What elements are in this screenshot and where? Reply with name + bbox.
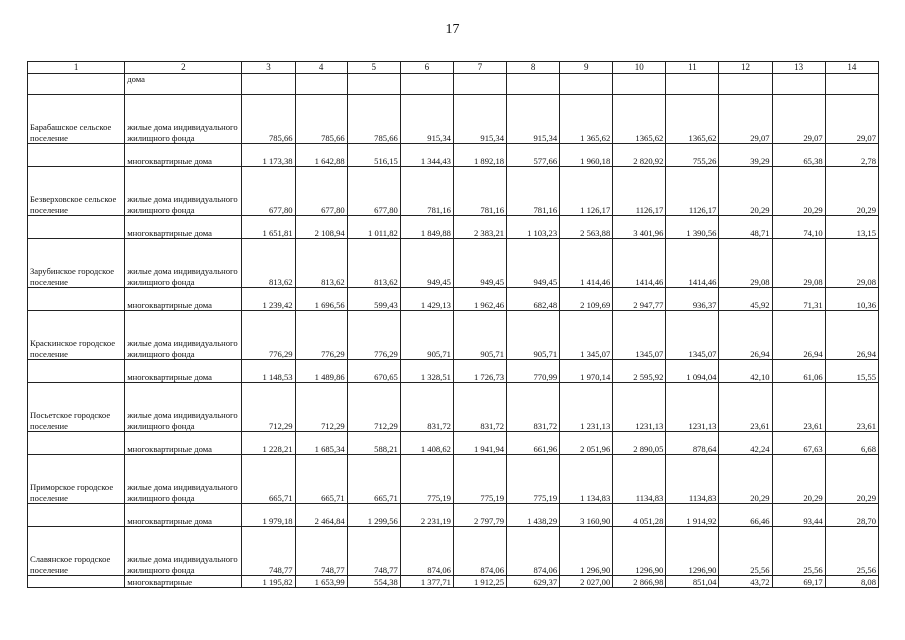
- value-cell: 2 383,21: [453, 216, 506, 239]
- value-cell: 1 231,13: [560, 383, 613, 432]
- table-row: [28, 144, 879, 167]
- value-cell: 20,29: [719, 455, 772, 504]
- value-cell: 516,15: [347, 144, 400, 167]
- value-cell: 48,71: [719, 216, 772, 239]
- value-cell: 2 464,84: [295, 504, 347, 527]
- column-header: 7: [453, 62, 506, 74]
- value-cell: 813,62: [347, 239, 400, 288]
- column-header: 8: [507, 62, 560, 74]
- value-cell: 677,80: [242, 167, 295, 216]
- value-cell: [613, 74, 666, 95]
- value-cell: 748,77: [347, 527, 400, 576]
- value-cell: 1414,46: [613, 239, 666, 288]
- value-cell: 1365,62: [613, 95, 666, 144]
- value-cell: 1 408,62: [400, 432, 453, 455]
- value-cell: 874,06: [507, 527, 560, 576]
- value-cell: 1 365,62: [560, 95, 613, 144]
- settlement-name: Краскинское городское поселение: [28, 311, 125, 360]
- value-cell: [666, 74, 719, 95]
- value-cell: 1 979,18: [242, 504, 295, 527]
- value-cell: 781,16: [507, 167, 560, 216]
- value-cell: 2 890,05: [613, 432, 666, 455]
- value-cell: 71,31: [772, 288, 825, 311]
- value-cell: 874,06: [400, 527, 453, 576]
- value-cell: 1 892,18: [453, 144, 506, 167]
- value-cell: 1 173,38: [242, 144, 295, 167]
- value-cell: 1134,83: [613, 455, 666, 504]
- column-header: 2: [125, 62, 242, 74]
- value-cell: 45,92: [719, 288, 772, 311]
- value-cell: 831,72: [453, 383, 506, 432]
- value-cell: 1296,90: [613, 527, 666, 576]
- settlement-cell: [28, 432, 125, 455]
- table-row: [28, 432, 879, 455]
- value-cell: 65,38: [772, 144, 825, 167]
- value-cell: 776,29: [295, 311, 347, 360]
- value-cell: 1414,46: [666, 239, 719, 288]
- table-row: [28, 239, 879, 288]
- value-cell: 1 912,25: [453, 576, 506, 588]
- value-cell: 775,19: [453, 455, 506, 504]
- value-cell: 712,29: [242, 383, 295, 432]
- value-cell: 1 685,34: [295, 432, 347, 455]
- value-cell: 1 228,21: [242, 432, 295, 455]
- value-cell: 2 947,77: [613, 288, 666, 311]
- value-cell: 1 390,56: [666, 216, 719, 239]
- housing-type-cell: жилые дома индивидуального жилищного фонда: [125, 527, 242, 576]
- settlement-name: Зарубинское городское поселение: [28, 239, 125, 288]
- column-header: 6: [400, 62, 453, 74]
- value-cell: 26,94: [719, 311, 772, 360]
- value-cell: 2 108,94: [295, 216, 347, 239]
- value-cell: [453, 74, 506, 95]
- value-cell: 2 797,79: [453, 504, 506, 527]
- value-cell: 1 296,90: [560, 527, 613, 576]
- value-cell: 1 377,71: [400, 576, 453, 588]
- value-cell: 1 653,99: [295, 576, 347, 588]
- value-cell: 20,29: [772, 455, 825, 504]
- value-cell: 29,07: [772, 95, 825, 144]
- column-header: 11: [666, 62, 719, 74]
- column-header: 4: [295, 62, 347, 74]
- value-cell: 42,24: [719, 432, 772, 455]
- value-cell: 66,46: [719, 504, 772, 527]
- value-cell: 781,16: [400, 167, 453, 216]
- value-cell: 712,29: [347, 383, 400, 432]
- value-cell: 831,72: [507, 383, 560, 432]
- table-row: [28, 527, 879, 576]
- value-cell: 1 299,56: [347, 504, 400, 527]
- value-cell: 905,71: [400, 311, 453, 360]
- value-cell: 26,94: [772, 311, 825, 360]
- value-cell: 1 103,23: [507, 216, 560, 239]
- value-cell: 3 160,90: [560, 504, 613, 527]
- value-cell: 2 109,69: [560, 288, 613, 311]
- value-cell: 665,71: [295, 455, 347, 504]
- value-cell: 554,38: [347, 576, 400, 588]
- value-cell: 1 960,18: [560, 144, 613, 167]
- table-row: [28, 576, 879, 588]
- settlement-cell: [28, 360, 125, 383]
- value-cell: 10,36: [825, 288, 878, 311]
- value-cell: 878,64: [666, 432, 719, 455]
- table-row: [28, 95, 879, 144]
- value-cell: 1 489,86: [295, 360, 347, 383]
- value-cell: 831,72: [400, 383, 453, 432]
- value-cell: 1 414,46: [560, 239, 613, 288]
- page-number: 17: [445, 22, 460, 37]
- value-cell: 1134,83: [666, 455, 719, 504]
- column-header: 3: [242, 62, 295, 74]
- value-cell: 677,80: [347, 167, 400, 216]
- column-header: 5: [347, 62, 400, 74]
- value-cell: 29,07: [825, 95, 878, 144]
- value-cell: 29,07: [719, 95, 772, 144]
- value-cell: 1 328,51: [400, 360, 453, 383]
- value-cell: 874,06: [453, 527, 506, 576]
- table-row: [28, 455, 879, 504]
- value-cell: [772, 74, 825, 95]
- value-cell: 915,34: [507, 95, 560, 144]
- value-cell: 936,37: [666, 288, 719, 311]
- value-cell: 42,10: [719, 360, 772, 383]
- value-cell: 1 345,07: [560, 311, 613, 360]
- value-cell: 2 027,00: [560, 576, 613, 588]
- value-cell: 748,77: [242, 527, 295, 576]
- settlement-name: Посьетское городское поселение: [28, 383, 125, 432]
- value-cell: 29,08: [719, 239, 772, 288]
- value-cell: 3 401,96: [613, 216, 666, 239]
- value-cell: 1126,17: [666, 167, 719, 216]
- housing-type-cell: многоквартирные дома: [125, 216, 242, 239]
- value-cell: 1 962,46: [453, 288, 506, 311]
- value-cell: 23,61: [719, 383, 772, 432]
- value-cell: 1 970,14: [560, 360, 613, 383]
- value-cell: 43,72: [719, 576, 772, 588]
- value-cell: 1 941,94: [453, 432, 506, 455]
- housing-type-cell: многоквартирные дома: [125, 432, 242, 455]
- value-cell: 1 195,82: [242, 576, 295, 588]
- value-cell: 2,78: [825, 144, 878, 167]
- value-cell: 8,08: [825, 576, 878, 588]
- column-header: 1: [28, 62, 125, 74]
- value-cell: 1231,13: [613, 383, 666, 432]
- column-header: 13: [772, 62, 825, 74]
- housing-type-cell: многоквартирные дома: [125, 144, 242, 167]
- column-header: 9: [560, 62, 613, 74]
- table-row: [28, 288, 879, 311]
- value-cell: 67,63: [772, 432, 825, 455]
- column-header: 10: [613, 62, 666, 74]
- value-cell: [400, 74, 453, 95]
- value-cell: 949,45: [400, 239, 453, 288]
- table-row: [28, 360, 879, 383]
- value-cell: 665,71: [242, 455, 295, 504]
- value-cell: 905,71: [453, 311, 506, 360]
- table-row: [28, 311, 879, 360]
- value-cell: 20,29: [825, 455, 878, 504]
- housing-type-cell: жилые дома индивидуального жилищного фонда: [125, 383, 242, 432]
- value-cell: 20,29: [825, 167, 878, 216]
- value-cell: 781,16: [453, 167, 506, 216]
- value-cell: 25,56: [825, 527, 878, 576]
- value-cell: 26,94: [825, 311, 878, 360]
- value-cell: 785,66: [295, 95, 347, 144]
- value-cell: [295, 74, 347, 95]
- housing-type-cell: многоквартирные дома: [125, 288, 242, 311]
- value-cell: 1 849,88: [400, 216, 453, 239]
- value-cell: 1 134,83: [560, 455, 613, 504]
- value-cell: [242, 74, 295, 95]
- value-cell: 20,29: [719, 167, 772, 216]
- settlement-name: Безверховское сельское поселение: [28, 167, 125, 216]
- value-cell: 665,71: [347, 455, 400, 504]
- value-cell: 2 051,96: [560, 432, 613, 455]
- table-row: [28, 216, 879, 239]
- value-cell: [507, 74, 560, 95]
- value-cell: 1 726,73: [453, 360, 506, 383]
- value-cell: 2 595,92: [613, 360, 666, 383]
- header-row: [28, 62, 879, 74]
- settlement-name: Барабашское сельское поселение: [28, 95, 125, 144]
- value-cell: 712,29: [295, 383, 347, 432]
- value-cell: 577,66: [507, 144, 560, 167]
- value-cell: 20,29: [772, 167, 825, 216]
- table-row: [28, 383, 879, 432]
- continuation-row: [28, 74, 879, 95]
- value-cell: 775,19: [400, 455, 453, 504]
- table-row: [28, 504, 879, 527]
- housing-type-cell: жилые дома индивидуального жилищного фонда: [125, 239, 242, 288]
- value-cell: 629,37: [507, 576, 560, 588]
- value-cell: 1345,07: [613, 311, 666, 360]
- value-cell: 661,96: [507, 432, 560, 455]
- value-cell: 15,55: [825, 360, 878, 383]
- value-cell: [719, 74, 772, 95]
- value-cell: 23,61: [825, 383, 878, 432]
- settlement-cell: [28, 74, 125, 95]
- housing-type-cell: жилые дома индивидуального жилищного фонда: [125, 311, 242, 360]
- value-cell: 949,45: [453, 239, 506, 288]
- value-cell: 61,06: [772, 360, 825, 383]
- value-cell: 1 344,43: [400, 144, 453, 167]
- value-cell: 93,44: [772, 504, 825, 527]
- value-cell: 785,66: [347, 95, 400, 144]
- value-cell: 29,08: [825, 239, 878, 288]
- value-cell: 74,10: [772, 216, 825, 239]
- value-cell: 755,26: [666, 144, 719, 167]
- housing-type-cell: многоквартирные дома: [125, 504, 242, 527]
- settlement-cell: [28, 576, 125, 588]
- value-cell: [825, 74, 878, 95]
- value-cell: 670,65: [347, 360, 400, 383]
- value-cell: 1345,07: [666, 311, 719, 360]
- value-cell: 813,62: [295, 239, 347, 288]
- settlement-cell: [28, 216, 125, 239]
- value-cell: 1 438,29: [507, 504, 560, 527]
- value-cell: 776,29: [242, 311, 295, 360]
- value-cell: 599,43: [347, 288, 400, 311]
- column-header: 14: [825, 62, 878, 74]
- value-cell: 949,45: [507, 239, 560, 288]
- value-cell: 1 011,82: [347, 216, 400, 239]
- housing-type-cell: жилые дома индивидуального жилищного фонда: [125, 455, 242, 504]
- value-cell: 28,70: [825, 504, 878, 527]
- housing-type-cell: дома: [125, 74, 242, 95]
- value-cell: 1 914,92: [666, 504, 719, 527]
- value-cell: 1126,17: [613, 167, 666, 216]
- value-cell: 2 866,98: [613, 576, 666, 588]
- value-cell: 2 820,92: [613, 144, 666, 167]
- value-cell: 677,80: [295, 167, 347, 216]
- value-cell: 905,71: [507, 311, 560, 360]
- value-cell: 1296,90: [666, 527, 719, 576]
- value-cell: 785,66: [242, 95, 295, 144]
- value-cell: 25,56: [772, 527, 825, 576]
- value-cell: 748,77: [295, 527, 347, 576]
- value-cell: 6,68: [825, 432, 878, 455]
- housing-type-cell: жилые дома индивидуального жилищного фонда: [125, 95, 242, 144]
- value-cell: 69,17: [772, 576, 825, 588]
- value-cell: 1 239,42: [242, 288, 295, 311]
- value-cell: 1 126,17: [560, 167, 613, 216]
- settlement-cell: [28, 288, 125, 311]
- value-cell: 29,08: [772, 239, 825, 288]
- column-header: 12: [719, 62, 772, 74]
- housing-type-cell: жилые дома индивидуального жилищного фонда: [125, 167, 242, 216]
- housing-type-cell: многоквартирные: [125, 576, 242, 588]
- value-cell: 2 563,88: [560, 216, 613, 239]
- value-cell: [560, 74, 613, 95]
- value-cell: 813,62: [242, 239, 295, 288]
- tariff-table: [27, 61, 879, 588]
- value-cell: 23,61: [772, 383, 825, 432]
- value-cell: 1 094,04: [666, 360, 719, 383]
- value-cell: [347, 74, 400, 95]
- value-cell: 915,34: [453, 95, 506, 144]
- settlement-cell: [28, 144, 125, 167]
- value-cell: 25,56: [719, 527, 772, 576]
- settlement-name: Славянское городское поселение: [28, 527, 125, 576]
- value-cell: 1 429,13: [400, 288, 453, 311]
- value-cell: 1 148,53: [242, 360, 295, 383]
- value-cell: 851,04: [666, 576, 719, 588]
- value-cell: 775,19: [507, 455, 560, 504]
- settlement-name: Приморское городское поселение: [28, 455, 125, 504]
- value-cell: 682,48: [507, 288, 560, 311]
- settlement-cell: [28, 504, 125, 527]
- value-cell: 2 231,19: [400, 504, 453, 527]
- value-cell: 4 051,28: [613, 504, 666, 527]
- value-cell: 39,29: [719, 144, 772, 167]
- housing-type-cell: многоквартирные дома: [125, 360, 242, 383]
- table-row: [28, 167, 879, 216]
- value-cell: 1231,13: [666, 383, 719, 432]
- value-cell: 1365,62: [666, 95, 719, 144]
- value-cell: 1 651,81: [242, 216, 295, 239]
- value-cell: 1 696,56: [295, 288, 347, 311]
- value-cell: 13,15: [825, 216, 878, 239]
- value-cell: 776,29: [347, 311, 400, 360]
- value-cell: 1 642,88: [295, 144, 347, 167]
- value-cell: 770,99: [507, 360, 560, 383]
- value-cell: 915,34: [400, 95, 453, 144]
- value-cell: 588,21: [347, 432, 400, 455]
